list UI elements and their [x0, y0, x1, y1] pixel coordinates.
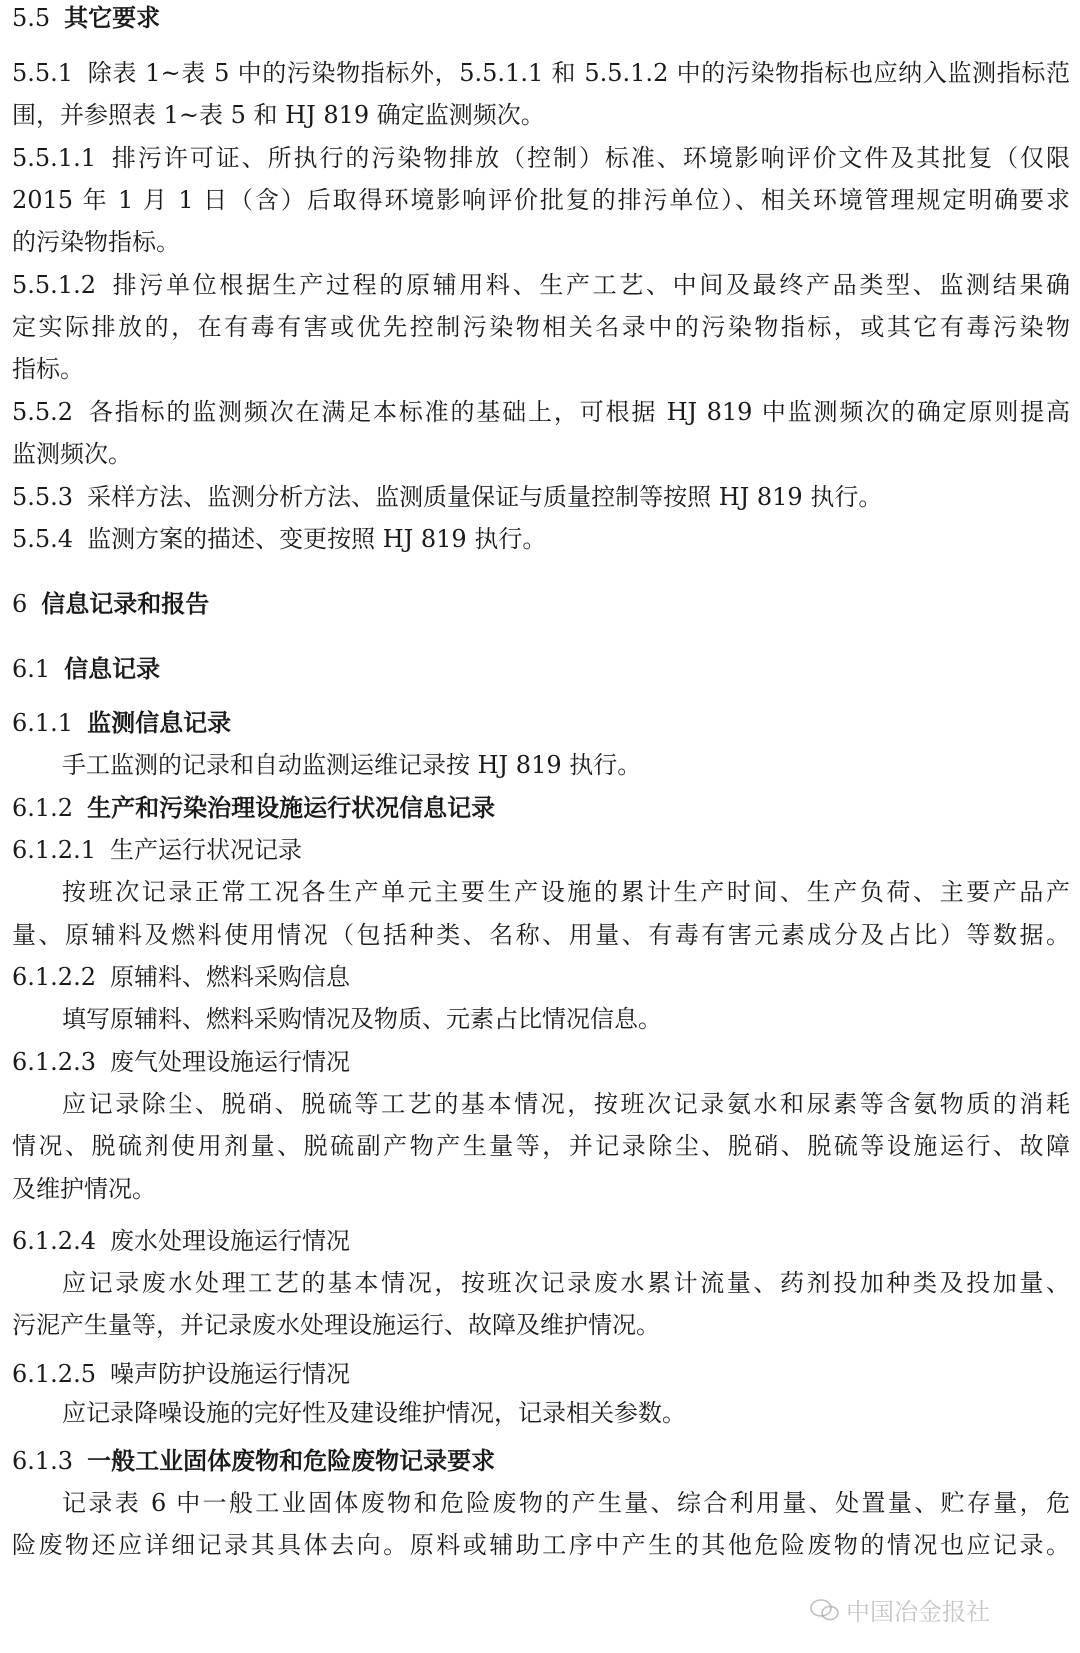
text-line — [12, 227, 1070, 257]
section-number: 6.1.2.2 — [12, 963, 96, 991]
section-number: 6 — [12, 590, 28, 618]
section-line — [12, 1359, 1070, 1389]
section-number: 5.5.2 — [12, 398, 74, 426]
paragraph-text: 填写原辅料、燃料采购情况及物质、元素占比情况信息。 — [62, 1005, 662, 1033]
paragraph-text: 采样方法、监测分析方法、监测质量保证与质量控制等按照 HJ 819 执行。 — [87, 483, 883, 511]
watermark-text: 中国冶金报社 — [846, 1598, 990, 1626]
paragraph-text: 噪声防护设施运行情况 — [109, 1360, 350, 1388]
section-number: 6.1.2.5 — [12, 1360, 96, 1388]
paragraph-text: 生产运行状况记录 — [109, 836, 302, 864]
text-line — [62, 1398, 1070, 1428]
text-line — [62, 1268, 1070, 1298]
paragraph-text: 手工监测的记录和自动监测运维记录按 HJ 819 执行。 — [62, 751, 642, 779]
text-line — [62, 1004, 1070, 1034]
section-heading: 一般工业固体废物和危险废物记录要求 — [87, 1447, 496, 1475]
section-line — [12, 270, 1070, 300]
section-line — [12, 654, 1070, 684]
paragraph-text: 污泥产生量等，并记录废水处理设施运行、故障及维护情况。 — [12, 1311, 660, 1339]
section-heading: 生产和污染治理设施运行状况信息记录 — [87, 794, 496, 822]
paragraph-text: 情况、脱硫剂使用剂量、脱硫副产物产生量等，并记录除尘、脱硝、脱硫等设施运行、故障 — [12, 1132, 1070, 1160]
paragraph-text: 按班次记录正常工况各生产单元主要生产设施的累计生产时间、生产负荷、主要产品产 — [62, 878, 1070, 906]
section-line — [12, 1446, 1070, 1476]
paragraph-text: 应记录除尘、脱硝、脱硫等工艺的基本情况，按班次记录氨水和尿素等含氨物质的消耗 — [62, 1090, 1070, 1118]
paragraph-text: 废水处理设施运行情况 — [109, 1227, 350, 1255]
paragraph-text: 应记录废水处理工艺的基本情况，按班次记录废水累计流量、药剂投加种类及投加量、 — [62, 1269, 1070, 1297]
text-line — [62, 1488, 1070, 1518]
section-number: 6.1.2.4 — [12, 1227, 96, 1255]
paragraph-text: 排污许可证、所执行的污染物排放（控制）标准、环境影响评价文件及其批复（仅限 — [109, 144, 1070, 172]
section-line — [12, 835, 1070, 865]
section-line — [12, 3, 1070, 33]
section-number: 5.5.4 — [12, 525, 74, 553]
paragraph-text: 2015 年 1 月 1 日（含）后取得环境影响评价批复的排污单位）、相关环境管理规定明确要求 — [12, 186, 1070, 214]
text-line — [12, 1530, 1070, 1560]
paragraph-text: 指标。 — [12, 355, 84, 383]
section-line — [12, 58, 1070, 88]
section-number: 5.5.3 — [12, 483, 74, 511]
section-line — [12, 962, 1070, 992]
paragraph-text: 及维护情况。 — [12, 1175, 156, 1203]
section-heading: 信息记录 — [64, 655, 161, 683]
section-line — [12, 1226, 1070, 1256]
text-line — [62, 877, 1070, 907]
text-line — [12, 312, 1070, 342]
text-line — [12, 1310, 1070, 1340]
paragraph-text: 记录表 6 中一般工业固体废物和危险废物的产生量、综合利用量、处置量、贮存量，危 — [62, 1489, 1070, 1517]
paragraph-text: 应记录降噪设施的完好性及建设维护情况，记录相关参数。 — [62, 1399, 686, 1427]
section-heading: 监测信息记录 — [87, 709, 232, 737]
paragraph-text: 原辅料、燃料采购信息 — [109, 963, 350, 991]
section-number: 6.1.2.1 — [12, 836, 96, 864]
section-number: 6.1 — [12, 655, 51, 683]
paragraph-text: 的污染物指标。 — [12, 228, 180, 256]
text-line — [62, 1089, 1070, 1119]
paragraph-text: 险废物还应详细记录其具体去向。原料或辅助工序中产生的其他危险废物的情况也应记录。 — [12, 1531, 1070, 1559]
text-line — [12, 354, 1070, 384]
section-line — [12, 524, 1070, 554]
text-line — [12, 1174, 1070, 1204]
section-line — [12, 1047, 1070, 1077]
paragraph-text: 各指标的监测频次在满足本标准的基础上，可根据 HJ 819 中监测频次的确定原则提高 — [87, 398, 1070, 426]
section-line — [12, 482, 1070, 512]
paragraph-text: 量、原辅料及燃料使用情况（包括种类、名称、用量、有毒有害元素成分及占比）等数据。 — [12, 921, 1070, 949]
section-heading: 其它要求 — [64, 4, 161, 32]
text-line — [12, 920, 1070, 950]
section-line — [12, 708, 1070, 738]
section-number: 6.1.2 — [12, 794, 74, 822]
section-number: 6.1.2.3 — [12, 1048, 96, 1076]
section-number: 5.5.1.2 — [12, 271, 96, 299]
paragraph-text: 监测频次。 — [12, 440, 132, 468]
section-number: 5.5.1.1 — [12, 144, 96, 172]
paragraph-text: 除表 1~表 5 中的污染物指标外，5.5.1.1 和 5.5.1.2 中的污染物指标也应纳入监测指标范 — [87, 59, 1070, 87]
text-line — [12, 100, 1070, 130]
paragraph-text: 定实际排放的，在有毒有害或优先控制污染物相关名录中的污染物指标，或其它有毒污染物 — [12, 313, 1070, 341]
section-line — [12, 143, 1070, 173]
paragraph-text: 围，并参照表 1~表 5 和 HJ 819 确定监测频次。 — [12, 101, 545, 129]
text-line — [12, 439, 1070, 469]
section-number: 6.1.1 — [12, 709, 74, 737]
section-line — [12, 793, 1070, 823]
text-line — [12, 185, 1070, 215]
section-number: 5.5.1 — [12, 59, 74, 87]
text-line — [12, 1131, 1070, 1161]
paragraph-text: 监测方案的描述、变更按照 HJ 819 执行。 — [87, 525, 547, 553]
text-line — [62, 750, 1070, 780]
section-heading: 信息记录和报告 — [41, 590, 210, 618]
section-number: 6.1.3 — [12, 1447, 74, 1475]
paragraph-text: 排污单位根据生产过程的原辅用料、生产工艺、中间及最终产品类型、监测结果确 — [109, 271, 1070, 299]
section-line — [12, 397, 1070, 427]
paragraph-text: 废气处理设施运行情况 — [109, 1048, 350, 1076]
section-line — [12, 589, 1070, 619]
section-number: 5.5 — [12, 4, 51, 32]
